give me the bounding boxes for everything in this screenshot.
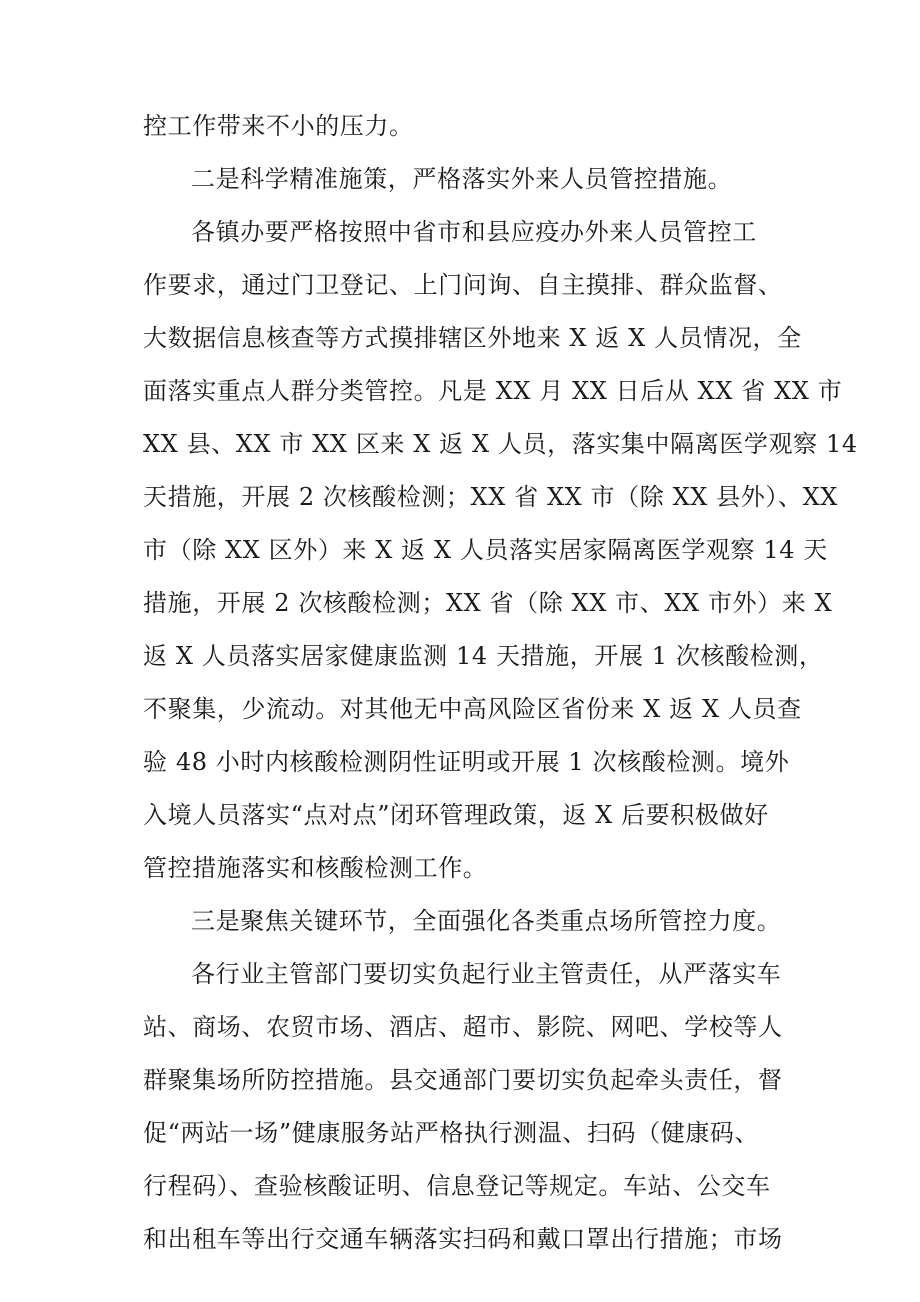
paragraph-line: 入境人员落实“点对点”闭环管理政策，返 X 后要积极做好 [143,801,769,829]
section-heading-2: 二是科学精准施策，严格落实外来人员管控措施。 [191,165,733,193]
paragraph-line: 面落实重点人群分类管控。凡是 XX 月 XX 日后从 XX 省 XX 市 [143,377,843,405]
paragraph-line: XX 县、XX 市 XX 区来 X 返 X 人员，落实集中隔离医学观察 14 [143,430,858,458]
paragraph-line: 天措施，开展 2 次核酸检测；XX 省 XX 市（除 XX 县外）、XX [143,483,838,511]
paragraph-line: 各行业主管部门要切实负起行业主管责任，从严落实车 [191,960,782,988]
paragraph-line: 和出租车等出行交通车辆落实扫码和戴口罩出行措施；市场 [143,1225,783,1253]
paragraph-line: 群聚集场所防控措施。县交通部门要切实负起牵头责任，督 [143,1066,783,1094]
paragraph-line: 市（除 XX 区外）来 X 返 X 人员落实居家隔离医学观察 14 天 [143,536,828,564]
paragraph-line: 控工作带来不小的压力。 [143,112,414,140]
paragraph-line: 不聚集，少流动。对其他无中高风险区省份来 X 返 X 人员查 [143,695,802,723]
paragraph-line: 返 X 人员落实居家健康监测 14 天措施，开展 1 次核酸检测， [143,642,824,670]
paragraph-line: 管控措施落实和核酸检测工作。 [143,854,488,882]
section-heading-3: 三是聚焦关键环节，全面强化各类重点场所管控力度。 [191,907,782,935]
paragraph-line: 各镇办要严格按照中省市和县应疫办外来人员管控工 [191,218,757,246]
paragraph-line: 作要求，通过门卫登记、上门问询、自主摸排、群众监督、 [143,271,783,299]
paragraph-line: 站、商场、农贸市场、酒店、超市、影院、网吧、学校等人 [143,1013,783,1041]
paragraph-line: 促“两站一场”健康服务站严格执行测温、扫码（健康码、 [143,1119,760,1147]
paragraph-line: 措施，开展 2 次核酸检测；XX 省（除 XX 市、XX 市外）来 X [143,589,833,617]
paragraph-line: 大数据信息核查等方式摸排辖区外地来 X 返 X 人员情况，全 [143,324,802,352]
paragraph-line: 行程码）、查验核酸证明、信息登记等规定。车站、公交车 [143,1172,771,1200]
paragraph-line: 验 48 小时内核酸检测阴性证明或开展 1 次核酸检测。境外 [143,748,790,776]
